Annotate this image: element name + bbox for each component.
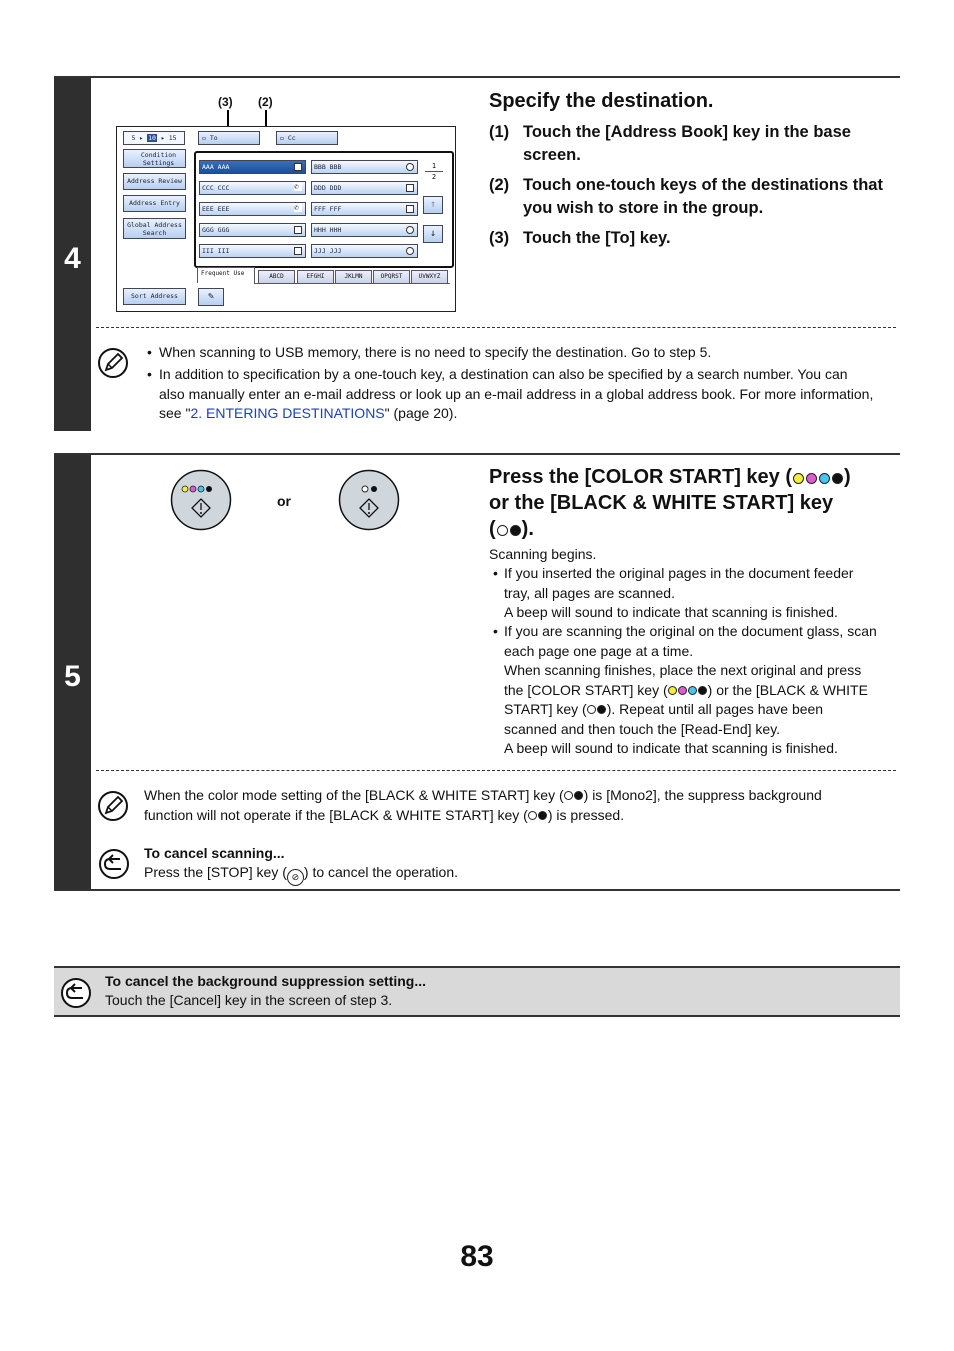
address-review-button[interactable]: Address Review — [123, 173, 186, 190]
tab-opqrst[interactable]: OPQRST — [373, 270, 410, 284]
one-touch-key[interactable]: GGG GGG — [199, 223, 306, 237]
email-icon — [406, 205, 414, 213]
phone-icon: ✆ — [294, 204, 302, 212]
email-icon — [294, 163, 302, 171]
bw-dots-icon — [564, 787, 584, 803]
mono2-note: When the color mode setting of the [BLACK & WHITE START] key ( ) is [Mono2], the suppress background function will not operate if the [BLACK & WHITE START] key ( ) is pressed. — [144, 787, 822, 823]
scroll-down-button[interactable]: ↓ — [423, 225, 443, 243]
step-4-number: 4 — [64, 242, 81, 275]
stop-key-icon: ⊘ — [287, 869, 304, 886]
bw-dots-icon — [496, 518, 522, 540]
tab-abcd[interactable]: ABCD — [258, 270, 295, 284]
email-icon — [294, 226, 302, 234]
section-rule — [54, 889, 900, 891]
one-touch-key[interactable]: BBB BBB — [311, 160, 418, 174]
bw-start-key-icon — [338, 469, 400, 531]
callout-3: (3) — [218, 95, 233, 109]
one-touch-key[interactable]: DDD DDD — [311, 181, 418, 195]
email-icon — [294, 247, 302, 255]
to-button[interactable]: ▭ To — [198, 131, 260, 145]
one-touch-key[interactable]: CCC CCC ✆ — [199, 181, 306, 195]
global-address-search-button[interactable]: Global Address Search — [123, 218, 186, 239]
note-item: • In addition to specification by a one-touch key, a destination can also be specified by a search number. You can also manually enter an e-mail address or look up an e-mail address in a global address book. For more information, see "2. ENTERING DESTINATIONS" (page 20). — [147, 366, 874, 421]
or-label: or — [277, 493, 291, 509]
return-arrow-icon — [60, 977, 92, 1009]
one-touch-key[interactable]: HHH HHH — [311, 223, 418, 237]
tab-jklmn[interactable]: JKLMN — [335, 270, 372, 284]
one-touch-key[interactable]: FFF FFF — [311, 202, 418, 216]
address-book-screen — [116, 126, 456, 312]
step-5-heading: Press the [COLOR START] key ( ) or the [BLACK & WHITE START] key ( ). — [489, 466, 851, 540]
group-icon — [406, 226, 414, 234]
bw-dots-icon — [587, 701, 607, 717]
divider — [96, 327, 896, 328]
divider — [96, 770, 896, 771]
note-pencil-icon — [97, 347, 129, 379]
edit-icon[interactable]: ✎ — [198, 288, 224, 306]
scanning-begins: Scanning begins. — [489, 546, 597, 562]
group-icon — [406, 163, 414, 171]
one-touch-key[interactable]: AAA AAA — [199, 160, 306, 174]
bw-dots-icon — [528, 807, 548, 823]
cc-button[interactable]: ▭ Cc — [276, 131, 338, 145]
one-touch-key[interactable]: JJJ JJJ — [311, 244, 418, 258]
group-icon — [406, 247, 414, 255]
page-counter: 5 ▸ 10 ▸ 15 — [123, 131, 185, 145]
scroll-up-button[interactable]: ↑ — [423, 196, 443, 214]
tab-efghi[interactable]: EFGHI — [297, 270, 334, 284]
step-5-number: 5 — [64, 660, 81, 693]
color-dots-icon — [668, 682, 708, 698]
page-number: 83 — [460, 1240, 494, 1273]
cancel-suppression-title: To cancel the background suppression setting... — [105, 973, 427, 989]
return-arrow-icon — [98, 848, 130, 880]
top-rule — [54, 76, 900, 78]
note-pencil-icon — [97, 790, 129, 822]
tab-frequent-use[interactable]: Frequent Use — [197, 267, 255, 283]
one-touch-key[interactable]: III III — [199, 244, 306, 258]
one-touch-key[interactable]: EEE EEE ✆ — [199, 202, 306, 216]
sort-address-button[interactable]: Sort Address — [123, 288, 186, 305]
cancel-suppression-text: Touch the [Cancel] key in the screen of step 3. — [105, 992, 393, 1008]
phone-icon: ✆ — [294, 183, 302, 191]
page-indicator: 1 2 — [425, 161, 443, 182]
section-rule — [54, 453, 900, 455]
color-dots-icon — [792, 466, 844, 488]
tab-underline — [254, 283, 450, 284]
cancel-scanning-title: To cancel scanning... — [144, 845, 285, 861]
cancel-scanning-text: Press the [STOP] key ( ⊘ ) to cancel the operation. — [144, 863, 458, 886]
address-entry-button[interactable]: Address Entry — [123, 195, 186, 212]
callout-2: (2) — [258, 95, 273, 109]
entering-destinations-link[interactable]: 2. ENTERING DESTINATIONS — [190, 405, 385, 421]
email-icon — [406, 184, 414, 192]
condition-settings-button[interactable]: Condition Settings — [123, 149, 186, 168]
color-start-key-icon — [170, 469, 232, 531]
tab-uvwxyz[interactable]: UVWXYZ — [411, 270, 448, 284]
step-4-heading: Specify the destination. — [489, 90, 714, 112]
